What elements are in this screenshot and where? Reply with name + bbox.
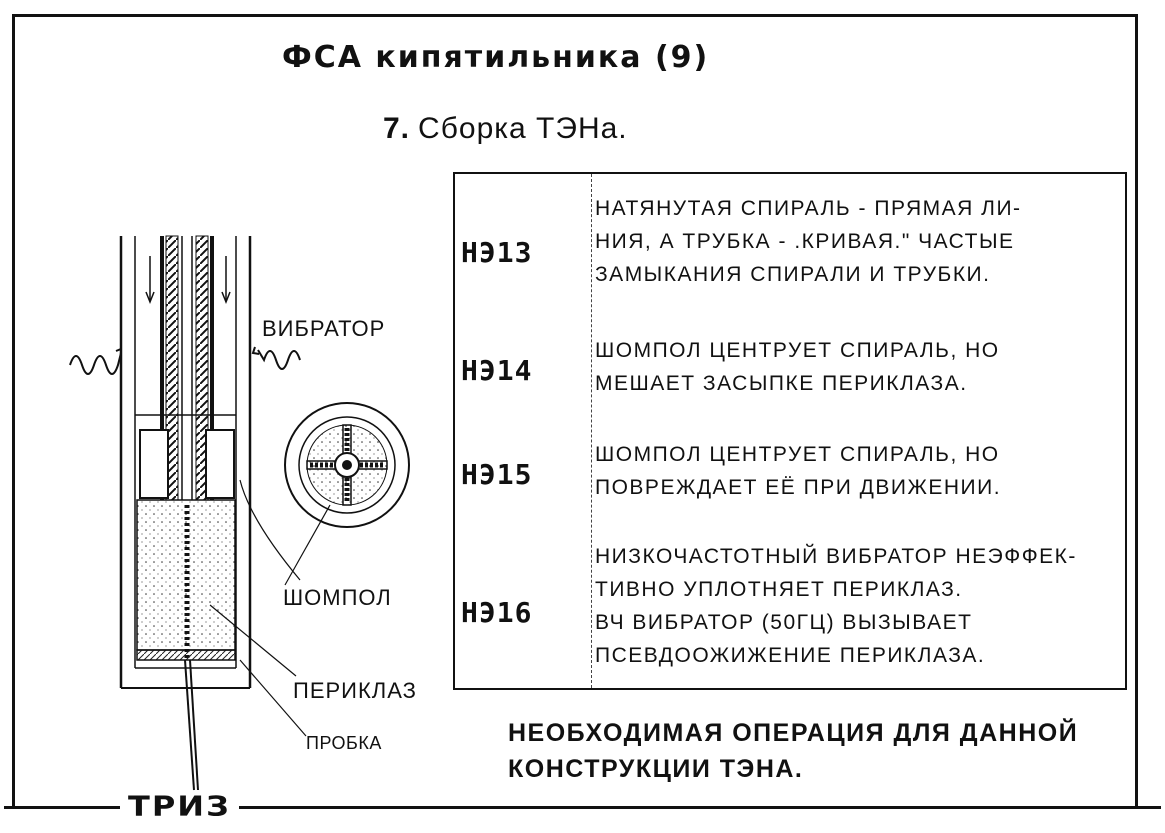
label-probka: ПРОБКА	[306, 733, 382, 753]
row-description	[595, 540, 1121, 672]
plug	[137, 650, 235, 660]
label-vibrator: ВИБРАТОР	[262, 316, 386, 341]
lead-wire	[185, 660, 198, 790]
section-title: Сборка ТЭНа.	[418, 112, 628, 145]
row-code: НЭ14	[461, 354, 533, 387]
page-title: ФСА кипятильника (9)	[282, 40, 710, 75]
row-code: НЭ13	[461, 236, 533, 269]
row-code: НЭ16	[461, 596, 533, 629]
footer-triz: ТРИЗ	[120, 790, 239, 822]
row-line: НАТЯНУТАЯ СПИРАЛЬ - ПРЯМАЯ ЛИ-	[595, 197, 1022, 220]
row-line: ШОМПОЛ ЦЕНТРУЕТ СПИРАЛЬ, НО	[595, 443, 1000, 466]
cross-section-view	[285, 403, 409, 527]
periclase-fill	[137, 500, 235, 660]
row-description	[595, 192, 1121, 291]
row-line: ТИВНО УПЛОТНЯЕТ ПЕРИКЛАЗ.	[595, 578, 963, 601]
guide-blocks	[135, 415, 236, 498]
undesirable-effects-table	[453, 172, 1127, 690]
flow-arrows	[146, 256, 230, 302]
row-line: ПСЕВДООЖИЖЕНИЕ ПЕРИКЛАЗА.	[595, 644, 986, 667]
vibration-right-icon	[253, 347, 300, 369]
row-description	[595, 438, 1121, 504]
section-number: 7.	[383, 112, 411, 145]
row-line: ШОМПОЛ ЦЕНТРУЕТ СПИРАЛЬ, НО	[595, 339, 1000, 362]
label-periklaz: ПЕРИКЛАЗ	[293, 678, 417, 703]
label-shompol: ШОМПОЛ	[283, 585, 392, 610]
row-line: НИЗКОЧАСТОТНЫЙ ВИБРАТОР НЕЭФФЕК-	[595, 545, 1077, 568]
row-line: ЗАМЫКАНИЯ СПИРАЛИ И ТРУБКИ.	[595, 263, 991, 286]
row-code: НЭ15	[461, 458, 533, 491]
row-description	[595, 334, 1121, 400]
row-line: ПОВРЕЖДАЕТ ЕЁ ПРИ ДВИЖЕНИИ.	[595, 476, 1002, 499]
conclusion-line: КОНСТРУКЦИИ ТЭНА.	[508, 755, 804, 783]
row-line: НИЯ, А ТРУБКА - .КРИВАЯ." ЧАСТЫЕ	[595, 230, 1015, 253]
table-divider	[591, 174, 592, 688]
row-line: МЕШАЕТ ЗАСЫПКЕ ПЕРИКЛАЗА.	[595, 372, 968, 395]
conclusion-text	[508, 715, 1078, 787]
vibration-left-icon	[70, 349, 121, 374]
conclusion-line: НЕОБХОДИМАЯ ОПЕРАЦИЯ ДЛЯ ДАННОЙ	[508, 719, 1079, 747]
row-line: ВЧ ВИБРАТОР (50ГЦ) ВЫЗЫВАЕТ	[595, 611, 973, 634]
